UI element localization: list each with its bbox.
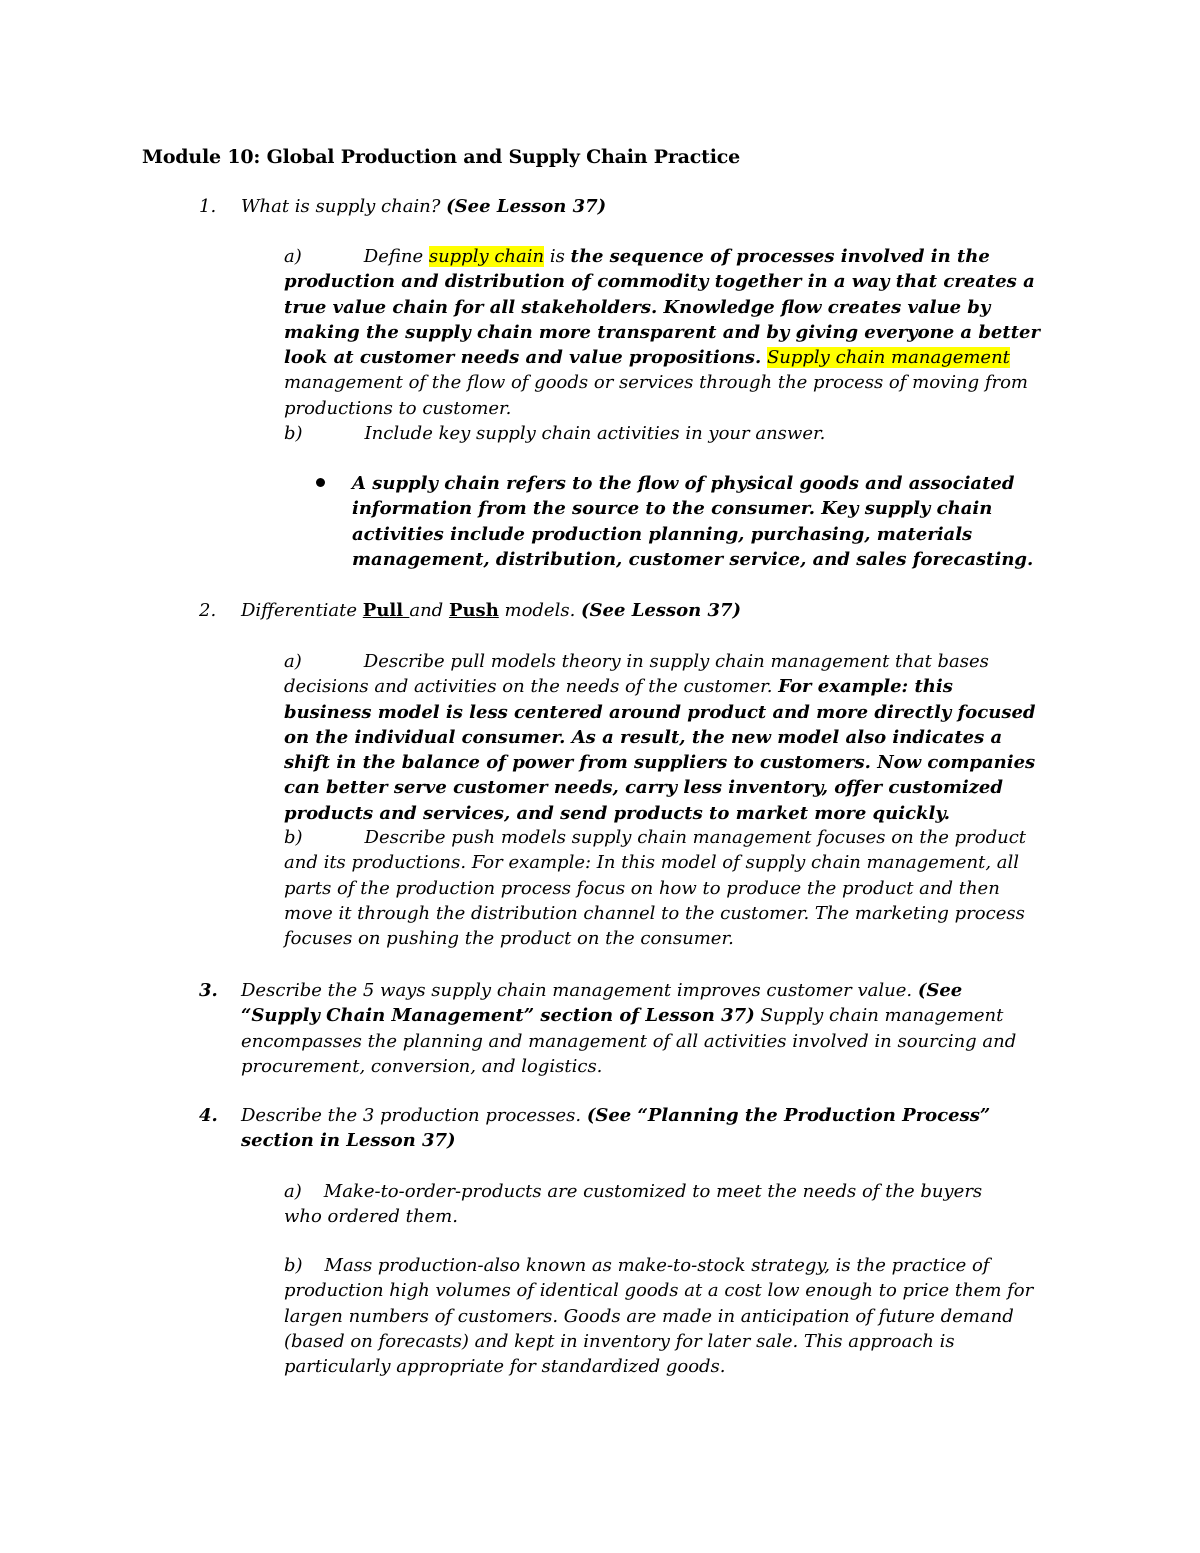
question-number: 4.	[199, 1105, 218, 1126]
push-term: Push	[448, 600, 499, 621]
highlighted-term: Supply chain management	[766, 347, 1010, 369]
answer-label: b)	[284, 1255, 303, 1276]
answer-label: b)	[284, 827, 303, 848]
answer-label: b)	[284, 423, 303, 444]
question-text: and	[409, 600, 449, 621]
lesson-reference: (See “Planning the Production Process” section in Lesson 37)	[241, 1105, 991, 1152]
page-title: Module 10: Global Production and Supply Chain Practice	[142, 146, 740, 168]
answer-label: a)	[284, 651, 302, 672]
answer-2b	[284, 825, 1044, 951]
answer-bold-text: For example: this business model is less centered around product and more directly focused on the individual consumer. As a result, the new model also indicates a shift in the balance of power from suppliers to customers. Now companies can better serve customer needs, carry less inventory, offer customized products and services, and send products to market more quickly.	[284, 676, 1036, 824]
answer-text: is	[544, 246, 571, 267]
highlighted-term: supply chain	[428, 246, 545, 267]
answer-bold-text: the sequence of processes involved in the production and distribution of commodity together in a way that creates a true value chain for all stakeholders. Knowledge flow creates value by making the supply chain more transparent and by giving everyone a better look at customer needs and value propositions.	[284, 246, 1040, 369]
question-2	[199, 598, 1061, 623]
question-text: Describe the 3 production processes.	[241, 1105, 587, 1126]
question-text: Differentiate	[241, 600, 363, 621]
pull-term: Pull	[362, 600, 410, 621]
answer-text: Mass production-also known as make-to-stock strategy, is the practice of production high volumes of identical goods at a cost low enough to price them for largen numbers of customers. Goods are made in anticipation of future demand (based on forecasts) and kept in inventory for later sale. This approach is particularly appropriate for standardized goods.	[284, 1255, 1034, 1378]
answer-1b	[284, 421, 1044, 446]
answer-text: Define	[363, 246, 429, 267]
question-text: Supply chain management encompasses the planning and management of all activities involved in sourcing and procurement, conversion, and logistics.	[241, 1005, 1017, 1077]
answer-2a	[284, 649, 1044, 826]
answer-4b	[284, 1253, 1064, 1379]
answer-text: Include key supply chain activities in your answer.	[364, 423, 826, 444]
answer-text: management of the flow of goods or services through the process of moving from productions to customer.	[284, 372, 1028, 419]
answer-text: Describe pull models theory in supply chain management that bases decisions and activities on the needs of the customer.	[284, 651, 989, 698]
answer-label: a)	[284, 1181, 302, 1202]
question-1	[199, 194, 1061, 219]
bullet-icon	[316, 478, 325, 487]
question-number: 2.	[199, 600, 217, 621]
answer-text: Make-to-order-products are customized to meet the needs of the buyers who ordered them.	[284, 1181, 983, 1228]
bullet-text: A supply chain refers to the flow of physical goods and associated information from the source to the consumer. Key supply chain activities include production planning, purchasing, materials management, distribution, customer service, and sales forecasting.	[352, 473, 1034, 570]
lesson-reference: (See “Supply Chain Management” section of Lesson 37)	[241, 980, 963, 1027]
question-4	[199, 1103, 1031, 1154]
question-number: 1.	[199, 196, 217, 217]
answer-text: Describe push models supply chain management focuses on the product and its productions. For example: In this model of supply chain management, all parts of the production process focus on how to produce the product and then move it through the distribution channel to the customer. The marketing process focuses on pushing the product on the consumer.	[284, 827, 1027, 950]
question-text: models.	[498, 600, 582, 621]
question-text: Describe the 5 ways supply chain management improves customer value.	[241, 980, 918, 1001]
question-number: 3.	[199, 980, 218, 1001]
answer-label: a)	[284, 246, 302, 267]
question-text: What is supply chain?	[241, 196, 447, 217]
answer-1a	[284, 244, 1044, 421]
answer-4a	[284, 1179, 1024, 1230]
lesson-reference: (See Lesson 37)	[581, 600, 742, 621]
lesson-reference: (See Lesson 37)	[446, 196, 607, 217]
question-3	[199, 978, 1031, 1079]
